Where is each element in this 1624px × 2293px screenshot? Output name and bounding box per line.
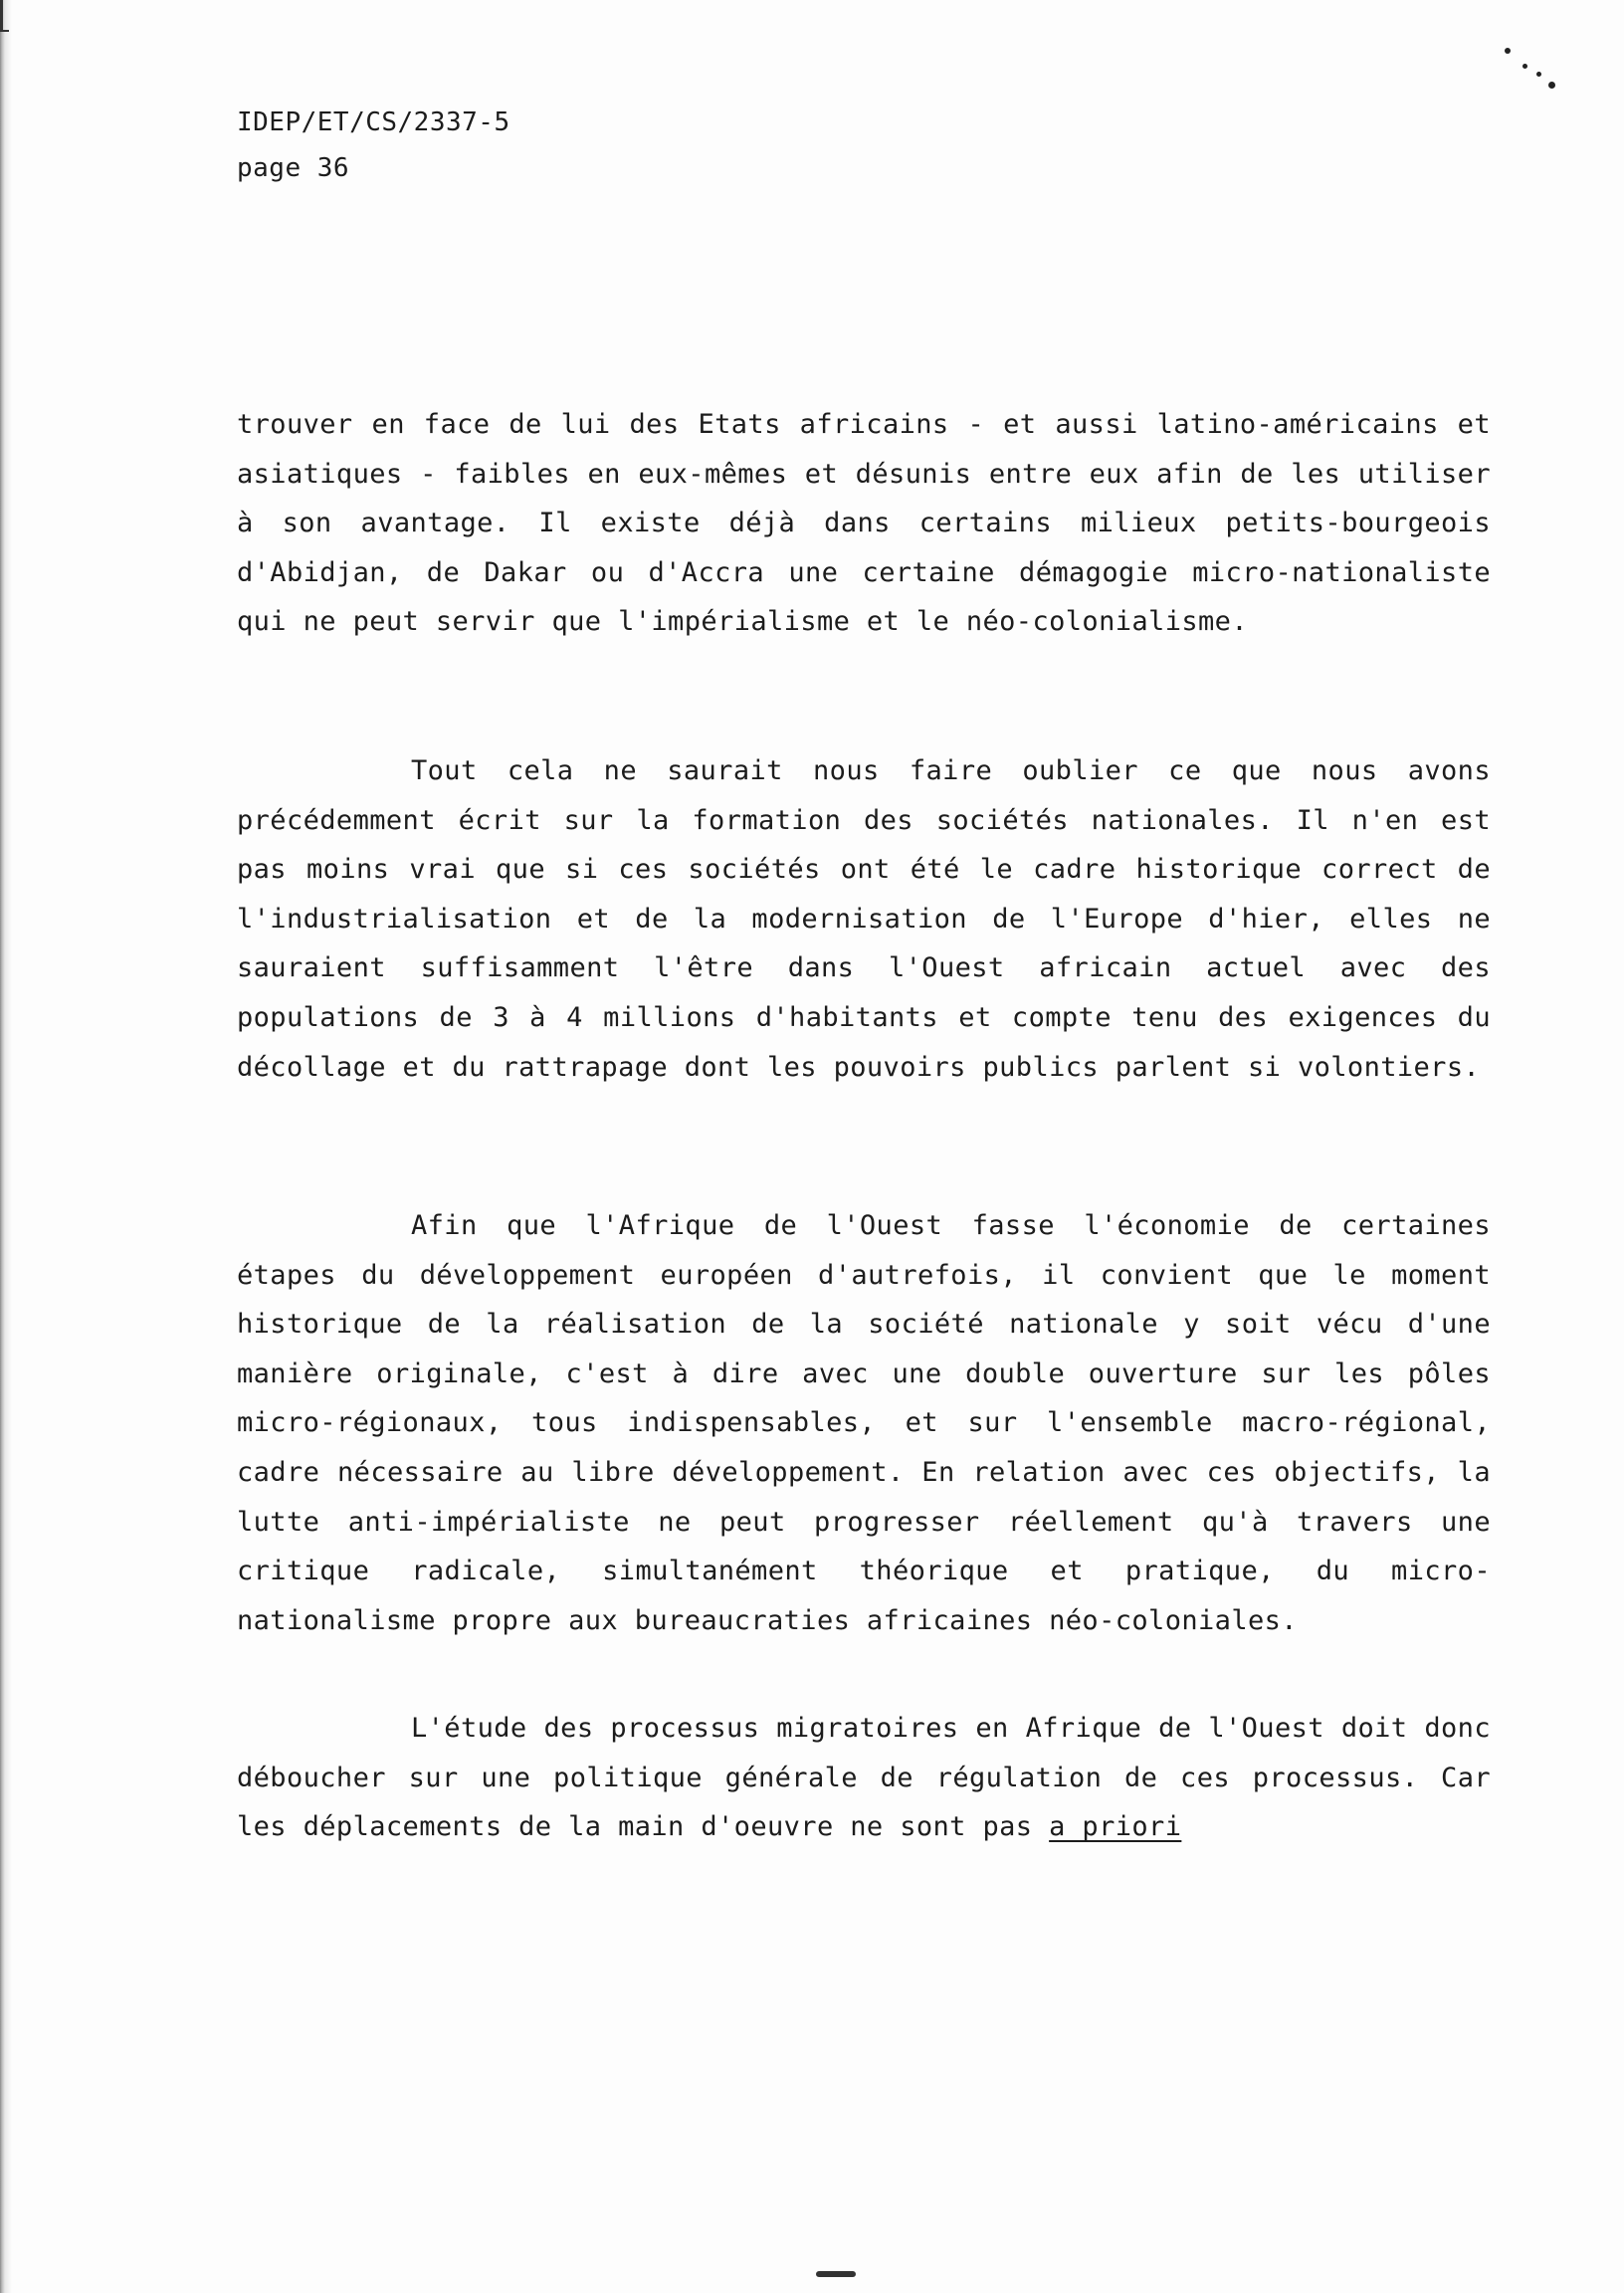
paragraph-text: Afin que l'Afrique de l'Ouest fasse l'économie de certaines étapes du développement européen d'autrefois, il convient que le moment historique de la réalisation de la société nationale y soit vécu d'une manière originale, c'est à dire avec une double ouverture sur les pôles micro-régionaux, tous indispensables, et sur l'ensemble macro-régional, cadre nécessaire au libre développement. En relation avec ces objectifs, la lutte anti-impérialiste ne peut progresser réellement qu'à travers une critique radicale, simultanément théorique et pratique, du micro-nationalisme propre aux bureaucraties africaines néo-coloniales.	[237, 1210, 1491, 1636]
scan-speck	[1522, 64, 1527, 69]
scan-left-edge	[0, 0, 12, 2293]
paragraph-text-main: L'étude des processus migratoires en Afrique de l'Ouest doit donc déboucher sur une politique générale de régulation de ces processus. Car les déplacements de la main d'oeuvre ne sont pas	[237, 1713, 1491, 1843]
paragraph-text: Tout cela ne saurait nous faire oublier ce que nous avons précédemment écrit sur la formation des sociétés nationales. Il n'en est pas moins vrai que si ces sociétés ont été le cadre historique correct de l'industrialisation et de la modernisation de l'Europe d'hier, elles ne sauraient suffisamment l'être dans l'Ouest africain actuel avec des populations de 3 à 4 millions d'habitants et compte tenu des exigences du décollage et du rattrapage dont les pouvoirs publics parlent si volontiers.	[237, 755, 1491, 1083]
page-number: page 36	[237, 153, 350, 183]
scan-corner-mark	[0, 0, 9, 32]
underlined-phrase: a priori	[1049, 1811, 1182, 1843]
scan-speck	[1505, 48, 1511, 54]
scan-speck	[1548, 82, 1555, 89]
paragraph-4	[237, 1704, 1491, 1852]
paragraph-1	[237, 400, 1491, 647]
scan-speck	[1536, 72, 1541, 77]
document-header	[237, 100, 510, 191]
paragraph-2	[237, 746, 1491, 1092]
document-reference: IDEP/ET/CS/2337-5	[237, 107, 510, 137]
paragraph-3	[237, 1201, 1491, 1645]
scan-bottom-mark	[816, 2271, 856, 2277]
paragraph-text: trouver en face de lui des Etats africains - et aussi latino-américains et asiatiques - faibles en eux-mêmes et désunis entre eux afin de les utiliser à son avantage. Il existe déjà dans certains milieux petits-bourgeois d'Abidjan, de Dakar ou d'Accra une certaine démagogie micro-nationaliste qui ne peut servir que l'impérialisme et le néo-colonialisme.	[237, 409, 1491, 638]
paragraph-text	[237, 1704, 1491, 1852]
